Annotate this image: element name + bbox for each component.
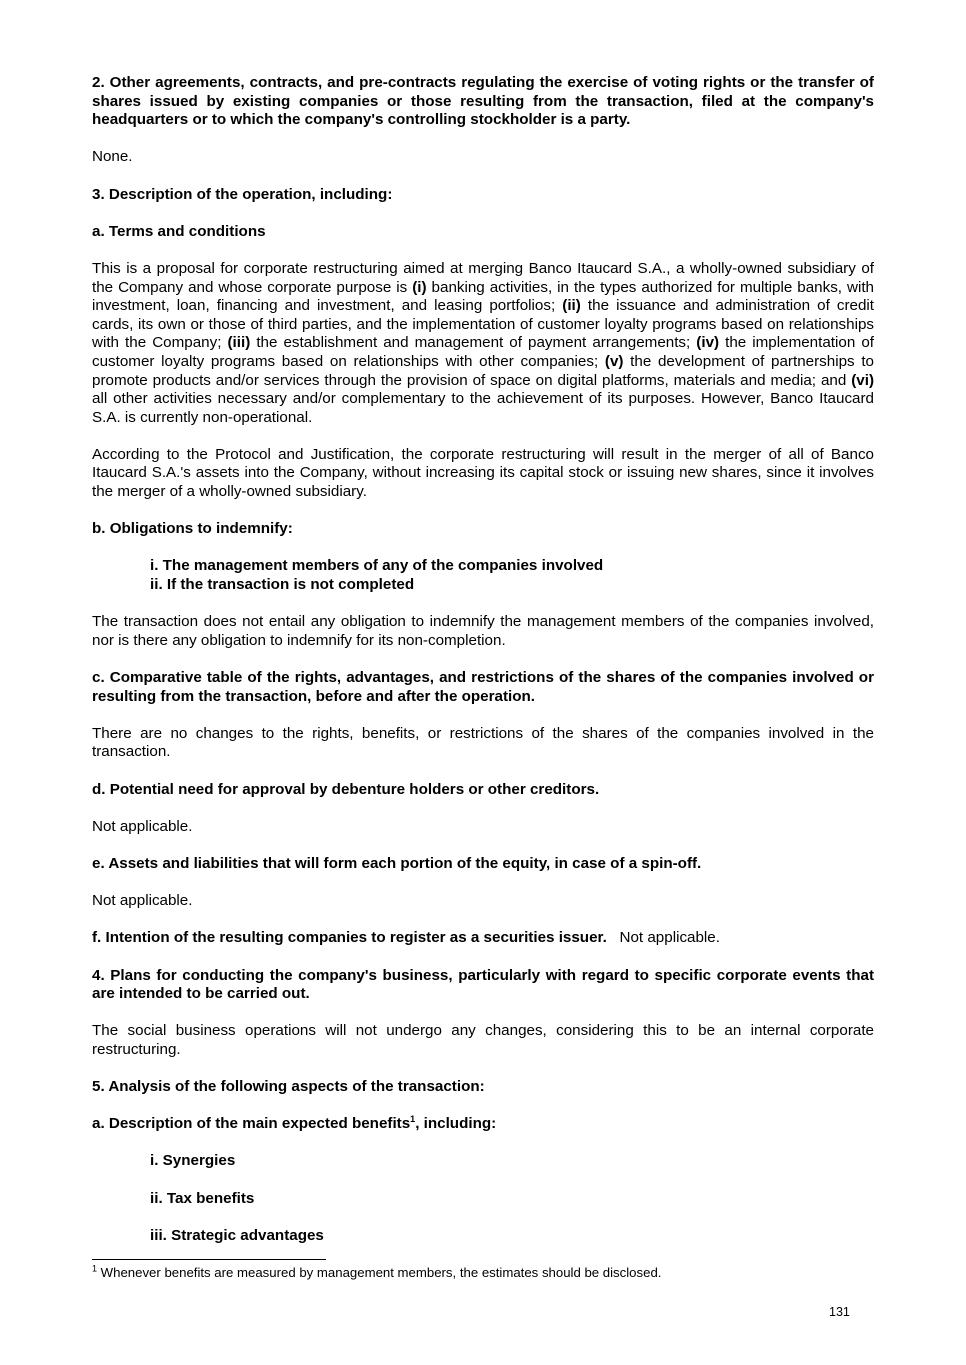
section-4-answer: The social business operations will not undergo any changes, considering this to be an internal corporate restructuring.: [92, 1022, 874, 1058]
text-run: , including:: [415, 1115, 497, 1133]
item-marker: (iii): [227, 334, 251, 352]
section-3f: [92, 929, 874, 948]
section-3e-heading: e. Assets and liabilities that will form each portion of the equity, in case of a spin-off.: [92, 854, 702, 872]
section-5a-item-ii: ii. Tax benefits: [150, 1189, 255, 1207]
section-3b-item-i: i. The management members of any of the companies involved: [150, 557, 604, 575]
section-3a-paragraph-1: [92, 260, 874, 427]
section-5a-item-i: i. Synergies: [150, 1152, 236, 1170]
section-3f-answer: Not applicable.: [619, 929, 720, 947]
section-3b-answer: The transaction does not entail any obligation to indemnify the management members of the companies involved, nor is there any obligation to indemnify for its non-completion.: [92, 613, 874, 649]
footnote-reference: 1: [410, 1114, 416, 1125]
text-run: the implementation of customer loyalty programs based on relationships with other companies;: [92, 334, 874, 370]
footnote-divider: [92, 1259, 326, 1260]
item-marker: (v): [604, 352, 624, 370]
section-4-heading: 4. Plans for conducting the company's business, particularly with regard to specific corporate events that are intended to be carried out.: [92, 966, 874, 1003]
text-run: the development of partnerships to promote products and/or services through the provision of space on digital platforms, materials and media; and: [92, 352, 874, 389]
text-run: the issuance and administration of credit cards, its own or those of third parties, and the implementation of customer loyalty programs based on relationships with the Company;: [92, 297, 874, 352]
section-3d-heading: d. Potential need for approval by debenture holders or other creditors.: [92, 780, 600, 798]
document-body: [92, 74, 874, 1264]
section-3c-answer: There are no changes to the rights, benefits, or restrictions of the shares of the companies involved in the transaction.: [92, 724, 874, 761]
section-3c-heading: c. Comparative table of the rights, advantages, and restrictions of the shares of the companies involved or resulting from the transaction, before and after the operation.: [92, 669, 874, 705]
section-2-heading: 2. Other agreements, contracts, and pre-contracts regulating the exercise of voting rights or the transfer of shares issued by existing companies or those resulting from the transaction, filed at the company's headquarters or to which the company's controlling stockholder is a party.: [92, 74, 874, 129]
section-3a-heading: a. Terms and conditions: [92, 222, 266, 240]
section-3-heading: 3. Description of the operation, including:: [92, 185, 393, 203]
item-marker: (i): [412, 278, 427, 296]
text-run: the establishment and management of payment arrangements;: [250, 334, 697, 352]
section-3b-item-ii: ii. If the transaction is not completed: [150, 576, 415, 594]
text-run: This is a proposal for corporate restructuring aimed at merging Banco Itaucard S.A., a wholly-owned subsidiary of the Company and whose corporate purpose is: [92, 259, 874, 296]
section-5-heading: 5. Analysis of the following aspects of the transaction:: [92, 1078, 485, 1096]
item-marker: (vi): [851, 371, 874, 389]
text-run: banking activities, in the types authorized for multiple banks, with investment, loan, financing and investment, and leasing portfolios;: [92, 278, 875, 315]
text-run: a. Description of the main expected benefits: [92, 1115, 411, 1133]
item-marker: (ii): [562, 297, 581, 315]
item-marker: (iv): [696, 334, 720, 352]
footnote: [92, 1265, 874, 1281]
section-3a-paragraph-2: According to the Protocol and Justification, the corporate restructuring will result in the merger of all of Banco Itaucard S.A.'s assets into the Company, without increasing its capital stock or issuing new shares, since it involves the merger of a wholly-owned subsidiary.: [92, 445, 874, 501]
section-3b-heading: b. Obligations to indemnify:: [92, 520, 293, 538]
section-3e-answer: Not applicable.: [92, 892, 193, 910]
section-5a-heading: [92, 1115, 874, 1134]
page-number: 131: [829, 1305, 850, 1319]
section-3d-answer: Not applicable.: [92, 817, 193, 835]
section-3f-heading: f. Intention of the resulting companies to register as a securities issuer.: [92, 929, 607, 947]
section-5a-item-iii: iii. Strategic advantages: [150, 1226, 324, 1244]
text-run: all other activities necessary and/or complementary to the achievement of its purposes. However, Banco Itaucard S.A. is currently non-operational.: [92, 390, 874, 426]
footnote-number: 1: [92, 1263, 98, 1274]
footnote-text: Whenever benefits are measured by management members, the estimates should be disclosed.: [97, 1265, 662, 1280]
section-2-answer: None.: [92, 148, 133, 166]
